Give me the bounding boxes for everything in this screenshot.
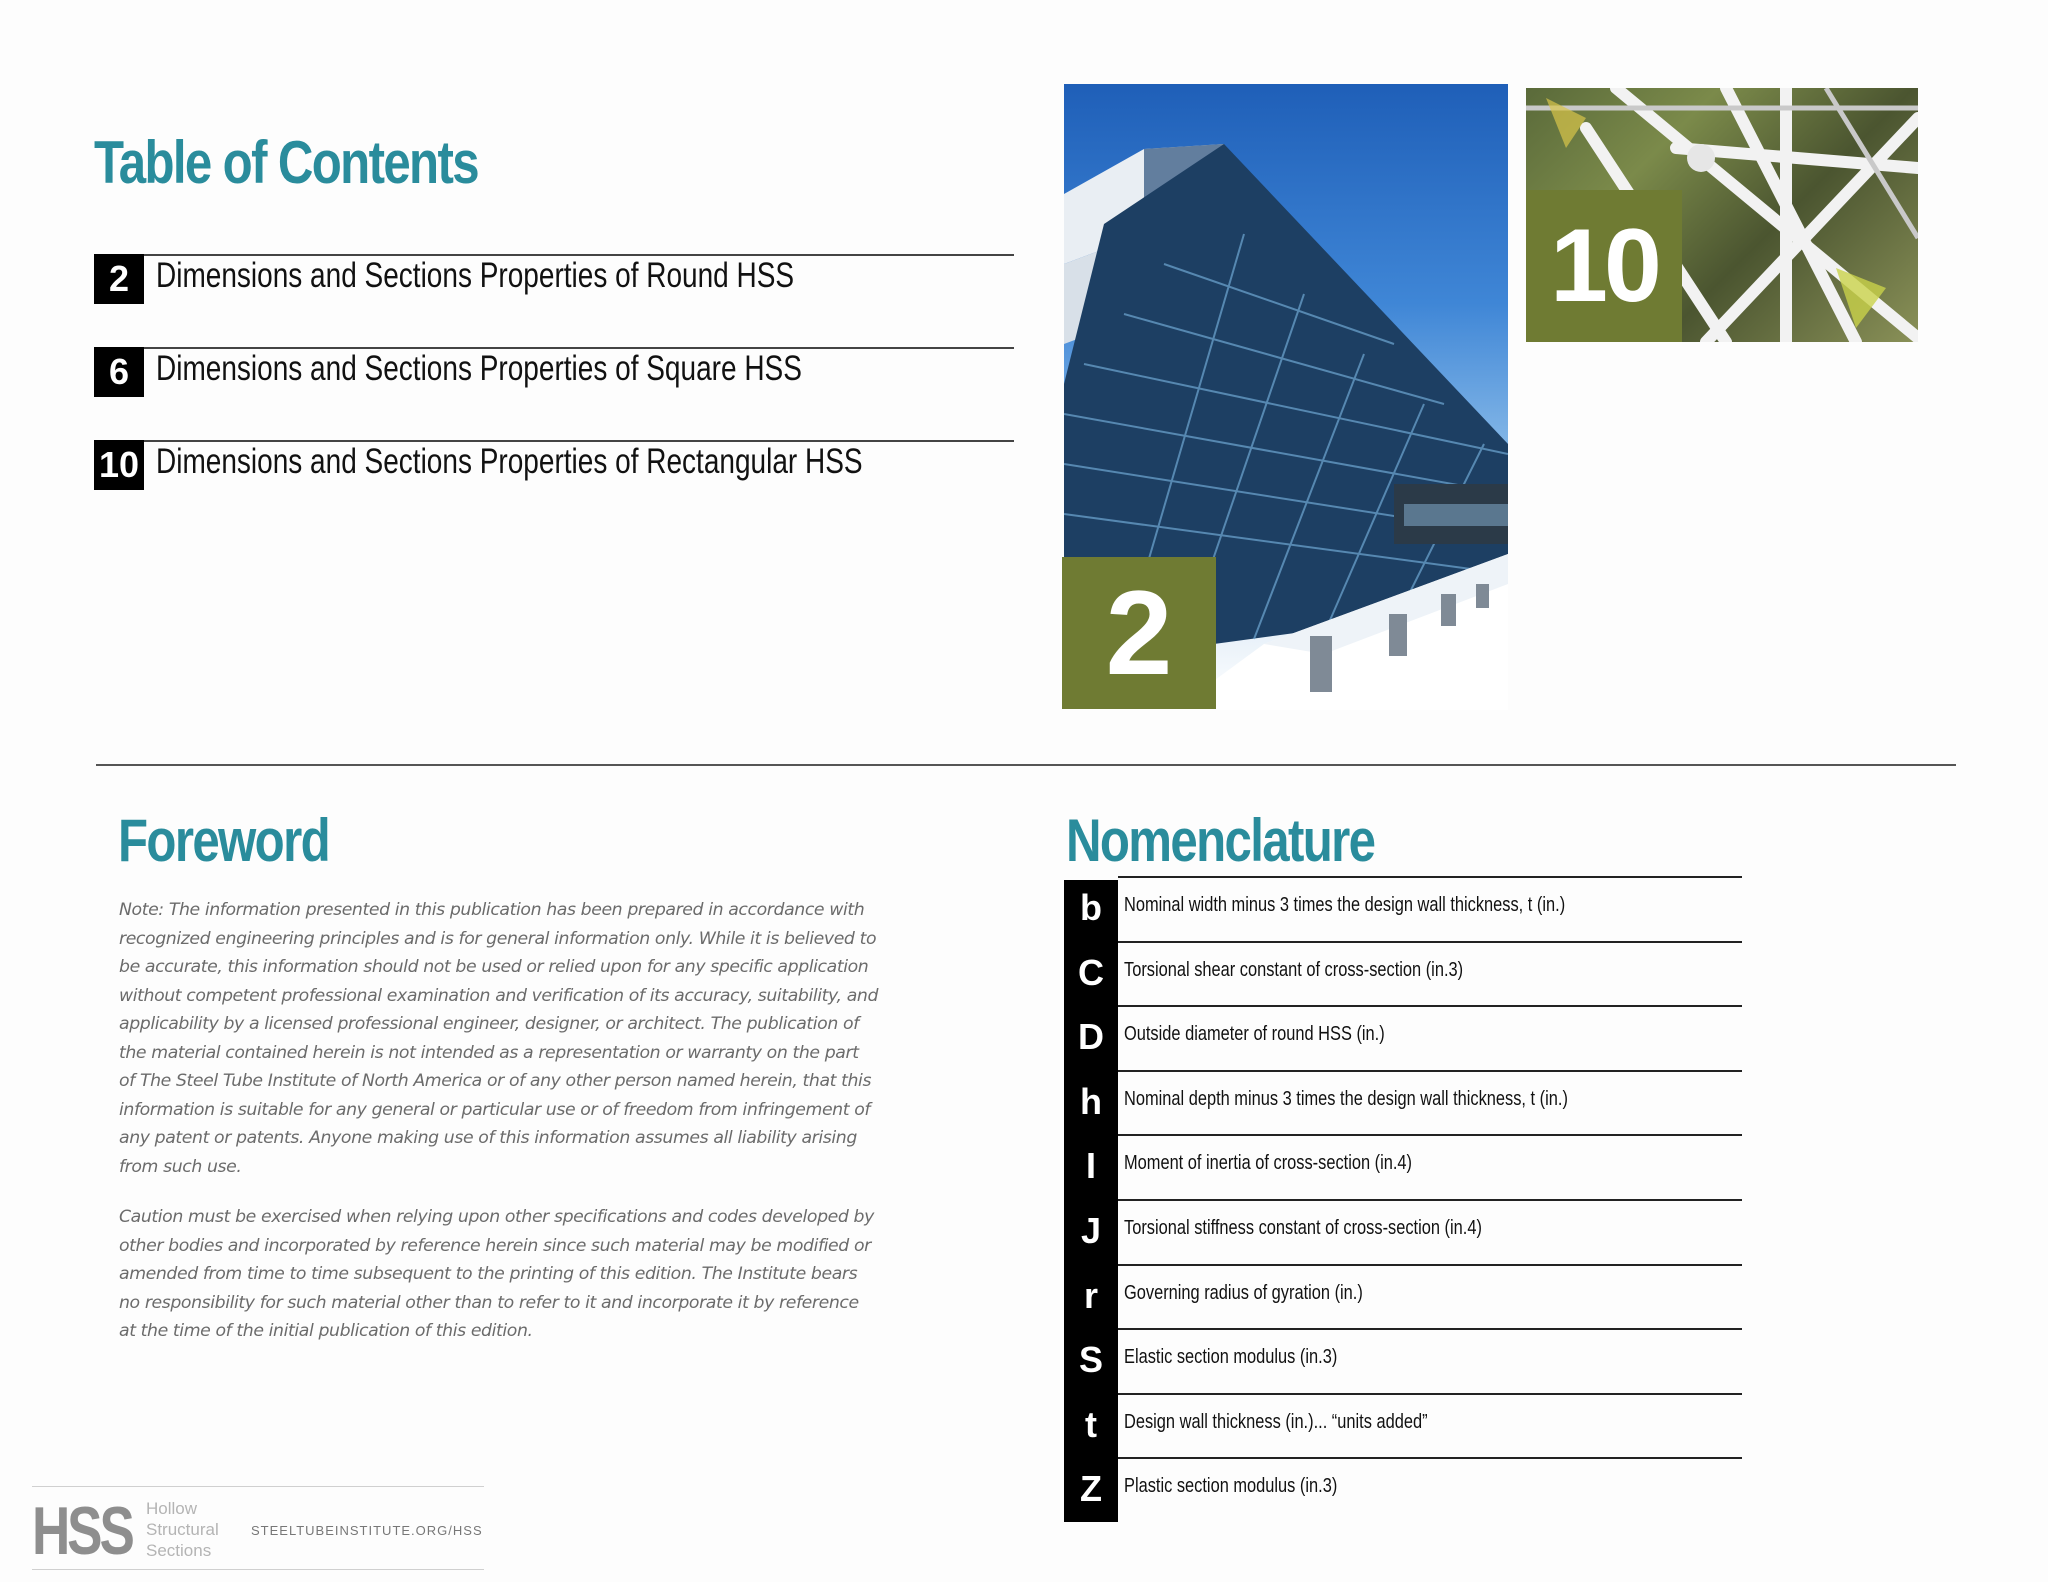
page-badge-2: 2 xyxy=(1062,557,1216,709)
nomenclature-symbol: C xyxy=(1078,951,1104,993)
nomenclature-description: Nominal depth minus 3 times the design wall thickness, t (in.) xyxy=(1124,1086,1568,1110)
nomenclature-row-s xyxy=(1064,1328,1742,1393)
nomenclature-symbol: Z xyxy=(1080,1468,1102,1510)
nomenclature-description: Torsional stiffness constant of cross-section (in.4) xyxy=(1124,1216,1482,1239)
nomenclature-description: Nominal width minus 3 times the design wall thickness, t (in.) xyxy=(1124,893,1566,916)
footer-url-link[interactable]: STEELTUBEINSTITUTE.ORG/HSS xyxy=(251,1523,483,1538)
nomenclature-description: Torsional shear constant of cross-section (in.3) xyxy=(1124,957,1464,981)
toc-item-label: Dimensions and Sections Properties of Square HSS xyxy=(156,349,802,388)
nomenclature-symbol: b xyxy=(1080,887,1102,928)
nomenclature-row-d xyxy=(1064,1005,1742,1070)
nomenclature-title: Nomenclature xyxy=(1066,807,1375,874)
nomenclature-row-i xyxy=(1064,1134,1742,1199)
toc-item-label: Dimensions and Sections Properties of Rectangular HSS xyxy=(156,442,863,481)
nomenclature-symbol: t xyxy=(1085,1403,1097,1445)
toc-page-number: 6 xyxy=(94,347,144,397)
nomenclature-symbol: S xyxy=(1078,1339,1103,1381)
nomenclature-row-t xyxy=(1064,1393,1742,1458)
nomenclature-row-h xyxy=(1064,1070,1742,1135)
nomenclature-symbol: r xyxy=(1083,1274,1098,1316)
logo-word-structural: Structural xyxy=(146,1520,219,1539)
page-badge-10: 10 xyxy=(1526,190,1682,342)
nomenclature-description: Moment of inertia of cross-section (in.4) xyxy=(1124,1151,1413,1175)
nomenclature-row-c xyxy=(1064,941,1742,1006)
toc-item-label: Dimensions and Sections Properties of Round HSS xyxy=(156,256,795,295)
nomenclature-symbol: h xyxy=(1080,1080,1102,1122)
nomenclature-description: Governing radius of gyration (in.) xyxy=(1124,1280,1363,1304)
nomenclature-row-b xyxy=(1064,876,1742,941)
foreword-title: Foreword xyxy=(118,807,330,874)
nomenclature-description: Plastic section modulus (in.3) xyxy=(1124,1474,1338,1498)
toc-item-rectangular-hss[interactable] xyxy=(94,440,1014,490)
nomenclature-row-z xyxy=(1064,1457,1742,1522)
toc-page-number: 10 xyxy=(94,440,144,490)
hss-logo: HSS xyxy=(32,1493,132,1569)
logo-word-hollow: Hollow xyxy=(146,1499,198,1518)
toc-item-round-hss[interactable] xyxy=(94,254,1014,304)
footer-rule xyxy=(32,1486,484,1487)
nomenclature-row-r xyxy=(1064,1264,1742,1329)
section-divider xyxy=(96,764,1956,766)
footer-rule xyxy=(32,1569,484,1570)
toc-page-number: 2 xyxy=(94,254,144,304)
foreword-paragraph-caution: Caution must be exercised when relying upon other specifications and codes developed by other bodies and incorporated by reference herein since such material may be modified or amended from time to time subsequent to the printing of this edition. The Institute bears no responsibility for such material other than to refer to it and incorporate it by reference at the time of the initial publication of this edition. xyxy=(119,1207,874,1341)
nomenclature-symbol: D xyxy=(1078,1016,1104,1058)
toc-item-square-hss[interactable] xyxy=(94,347,1014,397)
nomenclature-description: Elastic section modulus (in.3) xyxy=(1124,1345,1338,1369)
logo-word-sections: Sections xyxy=(146,1541,212,1560)
nomenclature-description: Design wall thickness (in.)... “units added” xyxy=(1124,1409,1428,1433)
nomenclature-row-j xyxy=(1064,1199,1742,1264)
nomenclature-description: Outside diameter of round HSS (in.) xyxy=(1124,1022,1385,1046)
foreword-paragraph-note: Note: The information presented in this publication has been prepared in accordance with recognized engineering principles and is for general information only. While it is believed to be accurate, this information should not be used or relied upon for any specific application without competent professional examination and verification of its accuracy, suitability, and applicability by a licensed professional engineer, designer, or architect. The publication of the material contained herein is not intended as a representation or warranty on the part of The Steel Tube Institute of North America or of any other person named herein, that this information is suitable for any general or particular use or of freedom from infringement of any patent or patents. Anyone making use of this information assumes all liability arising from such use. xyxy=(119,900,879,1177)
toc-title: Table of Contents xyxy=(94,129,478,196)
nomenclature-symbol: I xyxy=(1085,1145,1096,1187)
nomenclature-symbol: J xyxy=(1080,1210,1102,1251)
